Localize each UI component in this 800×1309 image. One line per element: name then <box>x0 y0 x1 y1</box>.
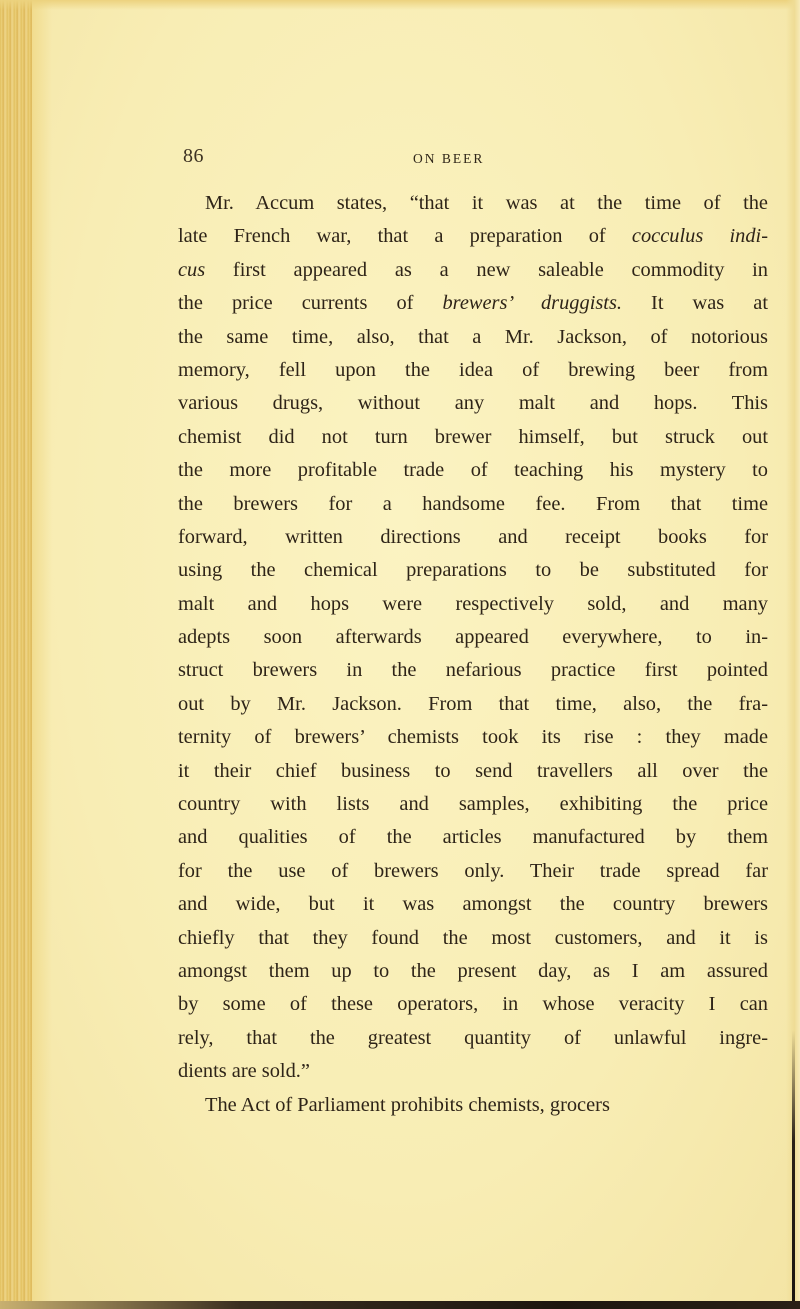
text-line: out by Mr. Jackson. From that time, also, the fra- <box>178 692 768 715</box>
text-line: the more profitable trade of teaching his mystery to <box>178 459 768 482</box>
text-line: and wide, but it was amongst the country brewers <box>178 893 768 916</box>
body-text <box>178 187 768 1122</box>
text-line: for the use of brewers only. Their trade spread far <box>178 859 768 882</box>
page-number: 86 <box>183 145 204 167</box>
text-line: memory, fell upon the idea of brewing beer from <box>178 358 768 381</box>
page-edge-top <box>0 0 800 10</box>
text-line: the brewers for a handsome fee. From that time <box>178 492 768 515</box>
italic-phrase: cus <box>178 258 206 281</box>
text-line: using the chemical preparations to be substituted for <box>178 559 768 582</box>
text-line: struct brewers in the nefarious practice first pointed <box>178 659 768 682</box>
text-line: rely, that the greatest quantity of unlawful ingre- <box>178 1026 768 1049</box>
text-line: and qualities of the articles manufactured by them <box>178 826 768 849</box>
running-head: ON BEER <box>413 151 485 166</box>
text-line: late French war, that a preparation of cocculus indi- <box>178 225 768 248</box>
text-line: dients are sold.” <box>178 1060 310 1083</box>
text-line: Mr. Accum states, “that it was at the time of the <box>205 192 768 214</box>
text-line: chiefly that they found the most customers, and it is <box>178 926 768 949</box>
text-line: The Act of Parliament prohibits chemists, grocers <box>205 1093 610 1116</box>
text-line: forward, written directions and receipt books for <box>178 525 768 548</box>
text-line: by some of these operators, in whose veracity I can <box>178 993 768 1016</box>
text-line: amongst them up to the present day, as I am assured <box>178 959 768 982</box>
text-line: cus first appeared as a new saleable commodity in <box>178 258 768 281</box>
page-header <box>183 145 773 175</box>
page-stack-edge-left <box>0 0 32 1309</box>
text-line: adepts soon afterwards appeared everywhere, to in- <box>178 626 768 649</box>
cover-edge-bottom <box>0 1301 800 1309</box>
text-line: ternity of brewers’ chemists took its rise : they made <box>178 726 768 749</box>
text-line: country with lists and samples, exhibiting the price <box>178 793 768 816</box>
italic-phrase: brewers’ druggists. <box>442 292 622 315</box>
italic-phrase: cocculus indi- <box>631 225 768 248</box>
text-line: it their chief business to send travellers all over the <box>178 759 768 782</box>
text-line: the price currents of brewers’ druggists. It was at <box>178 292 768 315</box>
text-line: various drugs, without any malt and hops. This <box>178 392 768 415</box>
text-line: the same time, also, that a Mr. Jackson, of notorious <box>178 325 768 348</box>
cover-edge-right <box>792 1030 795 1309</box>
text-line: malt and hops were respectively sold, and many <box>178 592 768 615</box>
gutter-shadow <box>32 0 52 1309</box>
text-line: chemist did not turn brewer himself, but struck out <box>178 425 768 448</box>
